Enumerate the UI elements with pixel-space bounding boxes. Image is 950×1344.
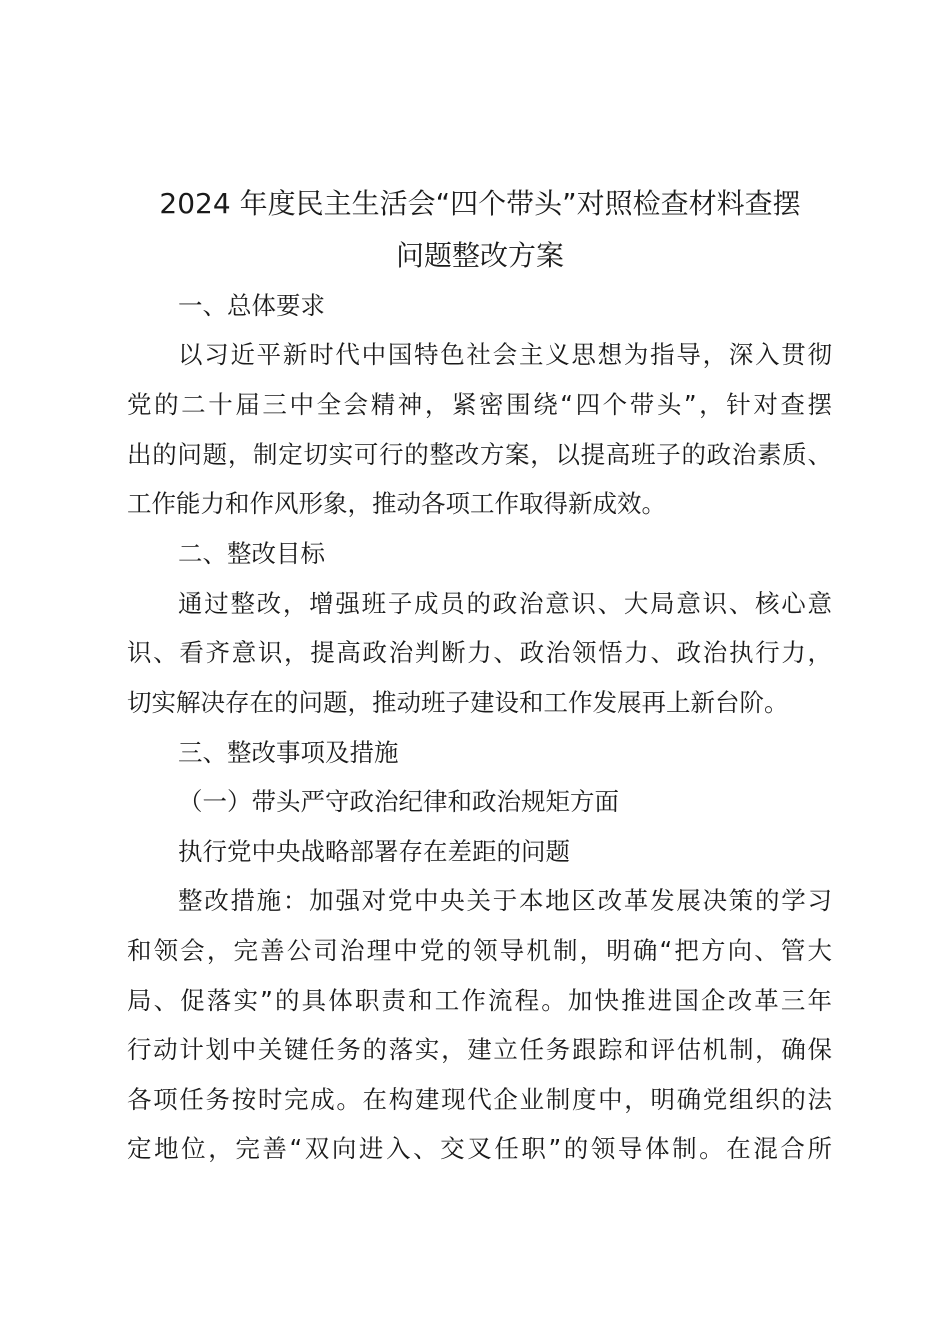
section-heading-rectification-measures: 三、整改事项及措施 — [178, 738, 399, 767]
paragraph-line: 党的二十届三中全会精神，紧密围绕“四个带头”，针对查摆 — [127, 390, 832, 419]
paragraph-line: 整改措施：加强对党中央关于本地区改革发展决策的学习 — [178, 886, 832, 915]
document-title-line-1: 2024 年度民主生活会“四个带头”对照检查材料查摆 — [159, 187, 801, 220]
paragraph-line: 工作能力和作风形象，推动各项工作取得新成效。 — [127, 489, 666, 518]
paragraph-line: 行动计划中关键任务的落实，建立任务跟踪和评估机制，确保 — [127, 1035, 832, 1064]
paragraph-line: 出的问题，制定切实可行的整改方案，以提高班子的政治素质、 — [127, 440, 832, 469]
subsection-heading-political-discipline: （一）带头严守政治纪律和政治规矩方面 — [178, 787, 619, 816]
paragraph-line: 和领会，完善公司治理中党的领导机制，明确“把方向、管大 — [127, 936, 832, 965]
paragraph-line: 通过整改，增强班子成员的政治意识、大局意识、核心意 — [178, 589, 832, 618]
issue-heading: 执行党中央战略部署存在差距的问题 — [178, 837, 570, 866]
document-title-line-2: 问题整改方案 — [395, 239, 564, 272]
paragraph-line: 局、促落实”的具体职责和工作流程。加快推进国企改革三年 — [127, 986, 832, 1015]
paragraph-line: 切实解决存在的问题，推动班子建设和工作发展再上新台阶。 — [127, 688, 789, 717]
section-heading-general-requirements: 一、总体要求 — [178, 291, 325, 320]
paragraph-line: 各项任务按时完成。在构建现代企业制度中，明确党组织的法 — [127, 1085, 832, 1114]
paragraph-line: 识、看齐意识，提高政治判断力、政治领悟力、政治执行力， — [127, 638, 832, 667]
paragraph-line: 定地位，完善“双向进入、交叉任职”的领导体制。在混合所 — [127, 1134, 832, 1163]
paragraph-line: 以习近平新时代中国特色社会主义思想为指导，深入贯彻 — [178, 340, 832, 369]
section-heading-rectification-goals: 二、整改目标 — [178, 539, 325, 568]
